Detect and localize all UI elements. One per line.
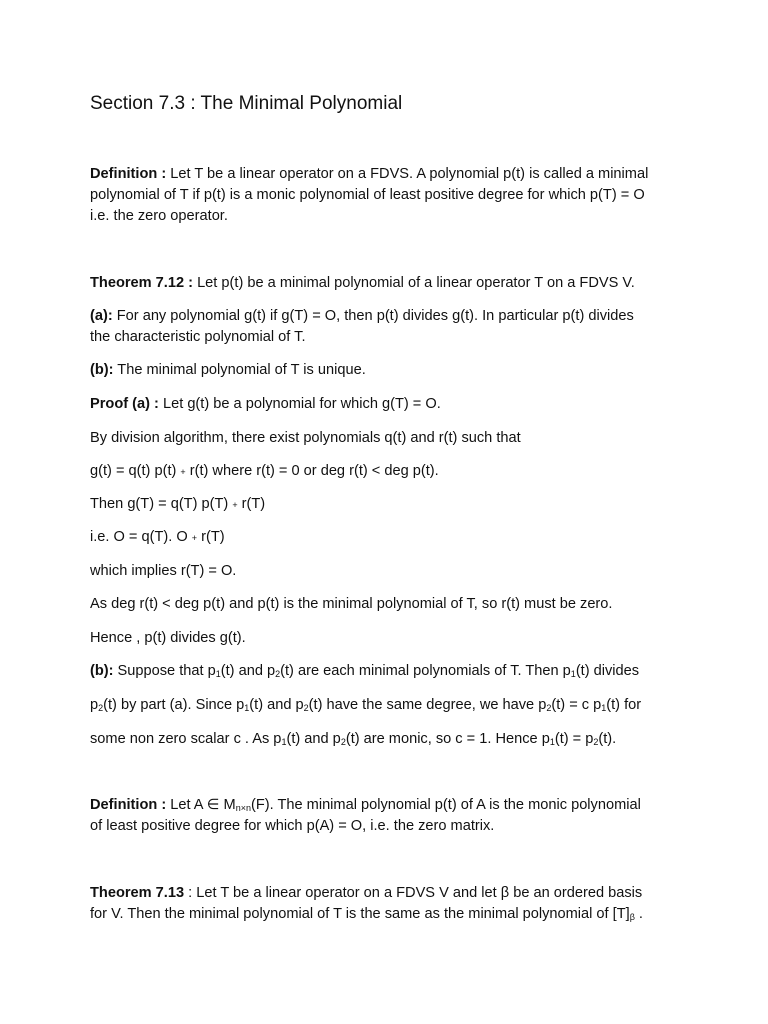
proof-line-4: i.e. O = q(T). O + r(T) — [90, 529, 225, 545]
theorem-part-a-line-1: (a): For any polynomial g(t) if g(T) = O, then p(t) divides g(t). In particular p(t) divides — [90, 308, 634, 324]
proof-b-line-2: $p_2(t)$ by part (a). Since $p_1(t)$ and $p_2(t)$ have the same degree, we have $p_2(t) = c$ $p_1(t)$ for — [90, 697, 642, 713]
proof-line-1: By division algorithm, there exist polynomials q(t) and r(t) such that — [90, 430, 521, 446]
section-title: Section 7.3 : The Minimal Polynomial — [90, 93, 403, 114]
definition-1-line-1: Definition : Let T be a linear operator on a FDVS. A polynomial p(t) is called a minimal — [90, 166, 649, 182]
proof-line-5: which implies r(T) = O. — [90, 563, 237, 579]
definition-1-line-2: polynomial of T if p(t) is a monic polynomial of least positive degree for which p(T) = O — [90, 187, 645, 203]
proof-line-6: As deg r(t) < deg p(t) and p(t) is the minimal polynomial of T, so r(t) must be zero. — [90, 596, 613, 612]
proof-a-heading: Proof (a) : Let g(t) be a polynomial for which g(T) = O. — [90, 396, 441, 412]
proof-label: Proof (a) : — [90, 396, 159, 412]
definition-label: Definition : — [90, 166, 167, 182]
theorem-part-b: (b): The minimal polynomial of T is unique. — [90, 362, 366, 378]
theorem-7-12-statement: Theorem 7.12 : Let p(t) be a minimal polynomial of a linear operator T on a FDVS V. — [90, 275, 635, 291]
proof-b-line-1: (b): Suppose that $p_1(t)$ and $p_2(t)$ are each minimal polynomials of T. Then $p_1(t)$ divides — [90, 663, 640, 679]
definition-2-line-1: Definition : Let A ∈ $M_{n\times n}(F)$. The minimal polynomial p(t) of A is the monic polynomial — [90, 797, 641, 813]
definition-label: Definition : — [90, 797, 167, 813]
theorem-label: Theorem 7.13 — [90, 885, 185, 901]
proof-line-3: Then g(T) = q(T) p(T) + r(T) — [90, 496, 266, 512]
theorem-label: Theorem 7.12 : — [90, 275, 194, 291]
proof-b-line-3: some non zero scalar c . As $p_1(t)$ and $p_2(t)$ are monic, so c = 1. Hence $p_1(t) = p_2(t)$. — [90, 731, 617, 747]
definition-1-line-3: i.e. the zero operator. — [90, 208, 228, 224]
proof-line-7: Hence , p(t) divides g(t). — [90, 630, 246, 646]
theorem-7-13-line-2: for V. Then the minimal polynomial of T is the same as the minimal polynomial of $[T]_\beta$ . — [90, 906, 643, 922]
theorem-7-13-line-1: Theorem 7.13 : Let T be a linear operator on a FDVS V and let β be an ordered basis — [90, 885, 643, 901]
proof-line-2: g(t) = q(t) p(t) + r(t) where r(t) = 0 or deg r(t) < deg p(t). — [90, 463, 439, 479]
theorem-part-a-line-2: the characteristic polynomial of T. — [90, 329, 306, 345]
definition-2-line-2: of least positive degree for which p(A) = O, i.e. the zero matrix. — [90, 818, 495, 834]
